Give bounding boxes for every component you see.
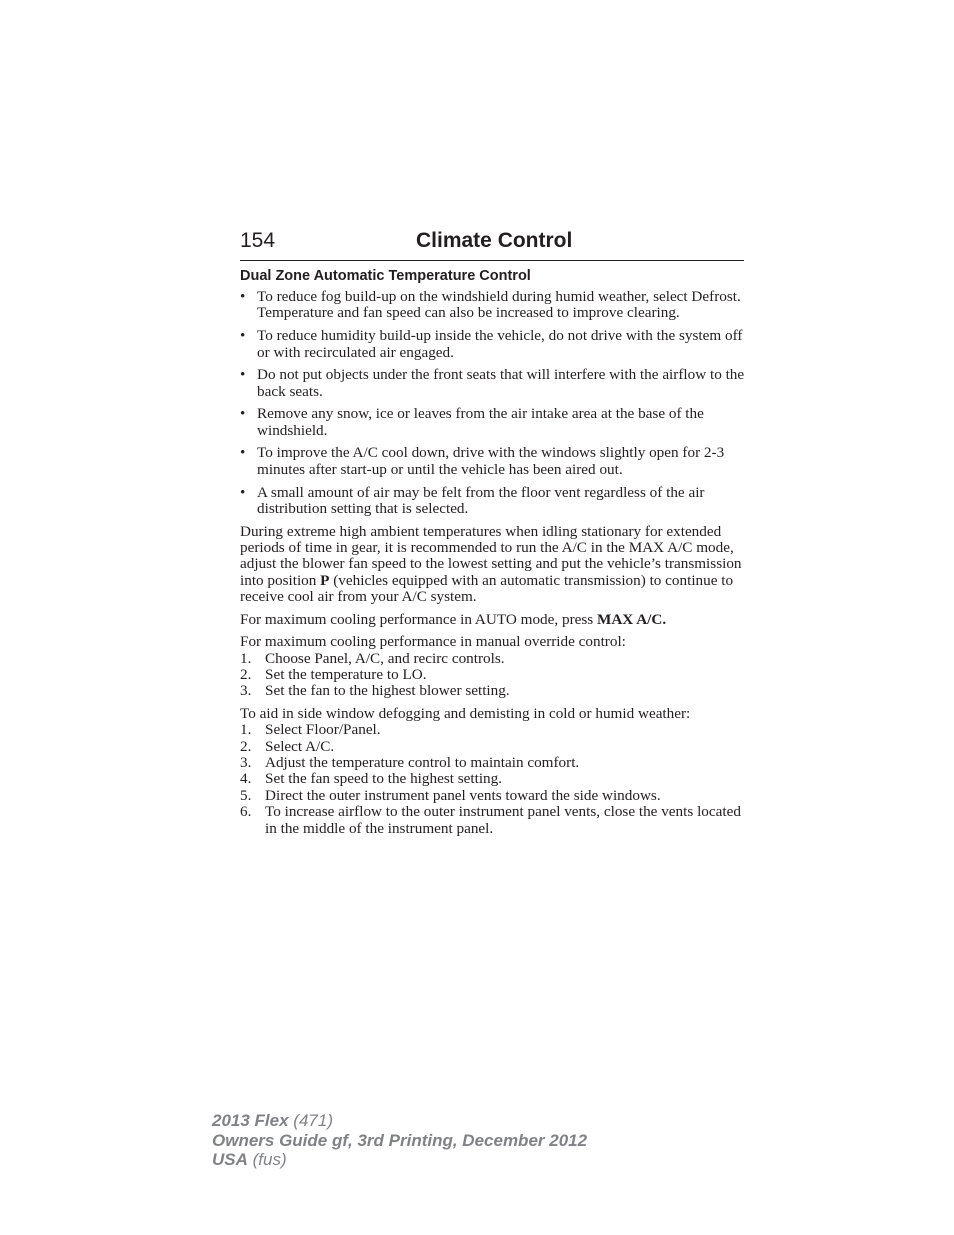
list-item-text: To reduce fog build-up on the windshield during humid weather, select Defrost. Temperature and fan speed can also be increased to improve clearing. — [257, 288, 741, 322]
manual-steps-list — [240, 651, 746, 700]
paragraph-text: During extreme high ambient temperatures when idling stationary for extended periods of time in gear, it is recommended to run the A/C in the MAX A/C mode, adjust the blower fan speed to the lowest setting and put the vehicle’s transmission into position — [240, 522, 742, 589]
footer-market-code: (fus) — [252, 1150, 287, 1169]
step-number: 3. — [240, 753, 252, 771]
list-item-text: Do not put objects under the front seats that will interfere with the airflow to the back seats. — [257, 366, 745, 400]
step-number: 2. — [240, 665, 252, 683]
step-number: 1. — [240, 721, 252, 739]
list-item-text: Remove any snow, ice or leaves from the air intake area at the base of the windshield. — [257, 405, 704, 439]
footer-market-line — [212, 1150, 587, 1170]
max-ac-label: MAX A/C. — [596, 610, 667, 628]
tips-list — [240, 289, 746, 517]
bullet-icon: • — [240, 366, 246, 384]
step-number: 5. — [240, 786, 252, 804]
step-text: Select A/C. — [265, 737, 335, 755]
bullet-icon: • — [240, 405, 246, 423]
defog-steps-list — [240, 722, 746, 837]
step-number: 3. — [240, 682, 252, 700]
step-text: Choose Panel, A/C, and recirc controls. — [265, 649, 505, 667]
step-text: Set the fan to the highest blower setting. — [265, 682, 510, 700]
step-text: Direct the outer instrument panel vents toward the side windows. — [265, 786, 661, 804]
footer-model-line — [212, 1111, 587, 1131]
step-text: Set the temperature to LO. — [265, 665, 427, 683]
list-item — [240, 651, 746, 667]
footer-printing-line: Owners Guide gf, 3rd Printing, December 2012 — [212, 1130, 588, 1150]
page-header — [240, 228, 744, 261]
step-text: Adjust the temperature control to maintain comfort. — [265, 753, 580, 771]
list-item — [240, 804, 746, 837]
page-footer — [212, 1111, 587, 1170]
step-number: 6. — [240, 803, 252, 821]
footer-model: 2013 Flex — [212, 1111, 289, 1130]
list-item-text: To reduce humidity build-up inside the vehicle, do not drive with the system off or with recirculated air engaged. — [257, 327, 743, 361]
list-item — [240, 367, 746, 400]
list-item — [240, 755, 746, 771]
list-item — [240, 722, 746, 738]
gear-position-label: P — [320, 571, 330, 589]
paragraph-text: (vehicles equipped with an automatic transmission) to continue to receive cool air from your A/C system. — [240, 571, 734, 606]
bullet-icon: • — [240, 288, 246, 305]
step-text: Select Floor/Panel. — [265, 721, 381, 739]
list-item — [240, 771, 746, 787]
list-item — [240, 683, 746, 699]
defog-intro: To aid in side window defogging and demisting in cold or humid weather: — [240, 704, 691, 722]
list-item — [240, 289, 746, 322]
section-title: Dual Zone Automatic Temperature Control — [240, 268, 531, 284]
chapter-title: Climate Control — [416, 229, 573, 252]
bullet-icon: • — [240, 327, 246, 345]
page-number: 154 — [240, 229, 276, 252]
list-item-text: A small amount of air may be felt from the floor vent regardless of the air distribution setting that is selected. — [257, 483, 705, 517]
footer-market: USA — [212, 1150, 248, 1169]
list-item — [240, 739, 746, 755]
paragraph-text: For maximum cooling performance in AUTO mode, press — [240, 610, 597, 628]
step-text: Set the fan speed to the highest setting. — [265, 770, 503, 788]
footer-model-code: (471) — [293, 1111, 333, 1130]
step-number: 1. — [240, 649, 252, 667]
list-item — [240, 485, 746, 518]
list-item — [240, 406, 746, 439]
high-ambient-paragraph — [240, 524, 746, 606]
step-number: 2. — [240, 737, 252, 755]
step-number: 4. — [240, 770, 252, 788]
bullet-icon: • — [240, 483, 246, 501]
list-item — [240, 445, 746, 478]
page-content — [240, 267, 746, 843]
step-text: To increase airflow to the outer instrument panel vents, close the vents located in the middle of the instrument panel. — [265, 803, 741, 837]
list-item — [240, 788, 746, 804]
bullet-icon: • — [240, 444, 246, 462]
list-item — [240, 667, 746, 683]
auto-mode-paragraph — [240, 612, 746, 628]
list-item — [240, 328, 746, 361]
list-item-text: To improve the A/C cool down, drive with the windows slightly open for 2-3 minutes after start-up or until the vehicle has been aired out. — [257, 444, 725, 478]
manual-intro: For maximum cooling performance in manual override control: — [240, 633, 626, 651]
